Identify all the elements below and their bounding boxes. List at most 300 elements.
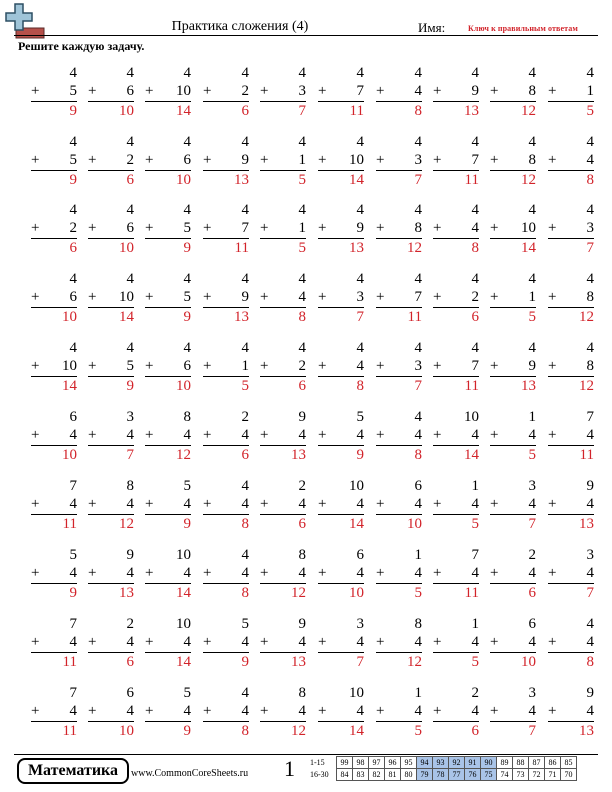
problem-37 — [376, 270, 422, 326]
answer: 8 — [414, 447, 422, 463]
addend-top: 1 — [471, 478, 479, 494]
problem-95 — [260, 684, 306, 740]
addend-bottom: 4 — [528, 496, 536, 512]
score-cell: 86 — [545, 757, 561, 769]
answer: 11 — [62, 654, 77, 670]
problem-29 — [490, 201, 536, 257]
plus-sign: + — [145, 220, 154, 236]
score-cell: 88 — [513, 757, 529, 769]
plus-sign: + — [548, 358, 557, 374]
addend-bottom: 4 — [69, 565, 77, 581]
addend-top: 4 — [586, 202, 594, 218]
answer: 7 — [528, 723, 536, 739]
plus-sign: + — [318, 496, 327, 512]
addend-bottom: 4 — [356, 703, 364, 719]
addend-top: 4 — [298, 202, 306, 218]
addend-bottom: 4 — [356, 427, 364, 443]
problem-49 — [490, 339, 536, 395]
plus-sign: + — [548, 83, 557, 99]
addend-bottom: 4 — [356, 358, 364, 374]
addend-top: 4 — [69, 340, 77, 356]
plus-sign: + — [31, 496, 40, 512]
addend-top: 10 — [176, 547, 191, 563]
addend-top: 4 — [241, 685, 249, 701]
problem-20 — [548, 133, 594, 189]
problem-22 — [88, 201, 134, 257]
answer: 8 — [471, 240, 479, 256]
addend-top: 4 — [586, 65, 594, 81]
addend-bottom: 1 — [586, 83, 594, 99]
score-cell: 87 — [529, 757, 545, 769]
problem-6 — [318, 64, 364, 120]
addend-bottom: 4 — [528, 703, 536, 719]
addend-bottom: 4 — [586, 496, 594, 512]
addend-bottom: 4 — [126, 427, 134, 443]
answer: 12 — [579, 309, 594, 325]
addend-top: 3 — [528, 685, 536, 701]
header-divider — [14, 35, 598, 36]
problem-94 — [203, 684, 249, 740]
addend-top: 4 — [126, 134, 134, 150]
addend-bottom: 10 — [119, 289, 134, 305]
answer: 14 — [176, 585, 191, 601]
answer: 10 — [119, 240, 134, 256]
addend-bottom: 4 — [298, 634, 306, 650]
addend-top: 5 — [241, 616, 249, 632]
problem-70 — [548, 477, 594, 533]
answer: 6 — [471, 309, 479, 325]
plus-sign: + — [88, 496, 97, 512]
score-cell: 92 — [449, 757, 465, 769]
answer: 13 — [291, 447, 306, 463]
addend-top: 8 — [298, 685, 306, 701]
answer: 9 — [126, 378, 134, 394]
plus-sign: + — [31, 358, 40, 374]
plus-sign: + — [145, 634, 154, 650]
plus-sign: + — [376, 289, 385, 305]
plus-sign: + — [318, 565, 327, 581]
addend-top: 7 — [69, 685, 77, 701]
problem-25 — [260, 201, 306, 257]
plus-sign: + — [490, 83, 499, 99]
addend-bottom: 4 — [241, 496, 249, 512]
website-link[interactable]: www.CommonCoreSheets.ru — [131, 768, 249, 779]
addend-top: 2 — [126, 616, 134, 632]
addend-top: 4 — [528, 271, 536, 287]
answer: 7 — [528, 516, 536, 532]
answer: 6 — [298, 516, 306, 532]
addend-top: 4 — [126, 65, 134, 81]
answer: 8 — [241, 585, 249, 601]
answer: 12 — [291, 585, 306, 601]
addend-top: 8 — [183, 409, 191, 425]
problem-67 — [376, 477, 422, 533]
score-cell: 75 — [481, 769, 497, 781]
addend-bottom: 4 — [356, 565, 364, 581]
score-cell: 98 — [353, 757, 369, 769]
answer: 10 — [349, 585, 364, 601]
addend-top: 4 — [69, 65, 77, 81]
addend-top: 4 — [414, 340, 422, 356]
addend-top: 3 — [126, 409, 134, 425]
addend-top: 4 — [414, 134, 422, 150]
addend-top: 6 — [414, 478, 422, 494]
addend-bottom: 4 — [241, 427, 249, 443]
addend-bottom: 5 — [183, 289, 191, 305]
plus-sign: + — [376, 358, 385, 374]
addend-top: 4 — [241, 478, 249, 494]
score-row-label: 16-30 — [310, 769, 329, 779]
answer: 9 — [183, 309, 191, 325]
addend-bottom: 4 — [586, 565, 594, 581]
addend-top: 4 — [69, 134, 77, 150]
problem-5 — [260, 64, 306, 120]
plus-sign: + — [203, 634, 212, 650]
problem-15 — [260, 133, 306, 189]
score-cell: 80 — [401, 769, 417, 781]
addend-top: 4 — [241, 134, 249, 150]
problem-33 — [145, 270, 191, 326]
answer: 11 — [62, 516, 77, 532]
plus-sign: + — [318, 703, 327, 719]
addend-top: 4 — [241, 65, 249, 81]
answer: 13 — [291, 654, 306, 670]
plus-sign: + — [260, 703, 269, 719]
plus-sign: + — [88, 220, 97, 236]
plus-sign: + — [203, 565, 212, 581]
problem-98 — [433, 684, 479, 740]
addend-top: 4 — [298, 134, 306, 150]
addend-top: 9 — [586, 478, 594, 494]
problem-16 — [318, 133, 364, 189]
plus-sign: + — [433, 289, 442, 305]
plus-sign: + — [145, 83, 154, 99]
answer: 14 — [349, 172, 364, 188]
addend-bottom: 4 — [528, 634, 536, 650]
problem-40 — [548, 270, 594, 326]
plus-sign: + — [490, 703, 499, 719]
answer: 13 — [234, 309, 249, 325]
plus-sign: + — [203, 83, 212, 99]
addend-bottom: 8 — [528, 152, 536, 168]
addend-top: 4 — [471, 134, 479, 150]
addend-top: 4 — [241, 340, 249, 356]
problem-1 — [31, 64, 77, 120]
addend-top: 4 — [528, 65, 536, 81]
addend-bottom: 8 — [528, 83, 536, 99]
addend-top: 9 — [586, 685, 594, 701]
addend-top: 3 — [528, 478, 536, 494]
addend-top: 2 — [298, 478, 306, 494]
problem-74 — [203, 546, 249, 602]
answer: 7 — [586, 240, 594, 256]
problem-62 — [88, 477, 134, 533]
addend-top: 7 — [586, 409, 594, 425]
addend-bottom: 7 — [414, 289, 422, 305]
problem-61 — [31, 477, 77, 533]
score-cell: 71 — [545, 769, 561, 781]
addend-bottom: 6 — [126, 83, 134, 99]
addend-top: 9 — [298, 409, 306, 425]
problem-51 — [31, 408, 77, 464]
problem-41 — [31, 339, 77, 395]
addend-top: 9 — [298, 616, 306, 632]
answer: 10 — [176, 172, 191, 188]
addend-top: 8 — [126, 478, 134, 494]
plus-sign: + — [260, 152, 269, 168]
score-cell: 93 — [433, 757, 449, 769]
answer: 9 — [183, 723, 191, 739]
addend-top: 4 — [183, 134, 191, 150]
problem-23 — [145, 201, 191, 257]
addend-top: 1 — [471, 616, 479, 632]
addend-bottom: 8 — [586, 358, 594, 374]
addend-top: 4 — [356, 202, 364, 218]
plus-sign: + — [31, 152, 40, 168]
plus-sign: + — [548, 565, 557, 581]
answer: 7 — [356, 654, 364, 670]
problem-97 — [376, 684, 422, 740]
answer: 11 — [234, 240, 249, 256]
problem-48 — [433, 339, 479, 395]
addend-bottom: 4 — [69, 634, 77, 650]
score-cell: 77 — [449, 769, 465, 781]
answer: 11 — [349, 103, 364, 119]
problem-3 — [145, 64, 191, 120]
plus-sign: + — [145, 289, 154, 305]
plus-sign: + — [88, 358, 97, 374]
answer: 11 — [464, 585, 479, 601]
answer: 6 — [528, 585, 536, 601]
answer: 14 — [119, 309, 134, 325]
addend-bottom: 9 — [241, 152, 249, 168]
addend-top: 1 — [414, 547, 422, 563]
plus-sign: + — [490, 358, 499, 374]
answer: 12 — [521, 103, 536, 119]
addend-bottom: 3 — [586, 220, 594, 236]
plus-sign: + — [318, 358, 327, 374]
problem-63 — [145, 477, 191, 533]
plus-sign: + — [318, 427, 327, 443]
plus-sign: + — [548, 634, 557, 650]
addend-top: 4 — [183, 65, 191, 81]
addend-top: 10 — [176, 616, 191, 632]
addend-bottom: 3 — [298, 83, 306, 99]
addend-bottom: 4 — [414, 634, 422, 650]
problem-10 — [548, 64, 594, 120]
problem-24 — [203, 201, 249, 257]
problem-44 — [203, 339, 249, 395]
plus-sign: + — [433, 358, 442, 374]
plus-sign: + — [433, 634, 442, 650]
problem-73 — [145, 546, 191, 602]
problem-65 — [260, 477, 306, 533]
problem-66 — [318, 477, 364, 533]
addend-bottom: 4 — [126, 634, 134, 650]
problem-96 — [318, 684, 364, 740]
score-cell: 78 — [433, 769, 449, 781]
addend-top: 4 — [471, 271, 479, 287]
answer: 11 — [407, 309, 422, 325]
addend-bottom: 6 — [183, 358, 191, 374]
addend-bottom: 2 — [241, 83, 249, 99]
score-cell: 91 — [465, 757, 481, 769]
answer: 6 — [471, 723, 479, 739]
plus-sign: + — [203, 496, 212, 512]
addend-bottom: 1 — [528, 289, 536, 305]
answer: 7 — [414, 172, 422, 188]
plus-sign: + — [260, 289, 269, 305]
plus-sign: + — [145, 427, 154, 443]
answer: 12 — [119, 516, 134, 532]
addend-bottom: 3 — [414, 358, 422, 374]
plus-sign: + — [88, 703, 97, 719]
addend-bottom: 4 — [471, 427, 479, 443]
problem-43 — [145, 339, 191, 395]
problem-32 — [88, 270, 134, 326]
problem-78 — [433, 546, 479, 602]
footer-divider — [14, 754, 598, 755]
problem-35 — [260, 270, 306, 326]
answer: 14 — [349, 516, 364, 532]
addend-bottom: 5 — [69, 152, 77, 168]
addend-top: 4 — [69, 271, 77, 287]
addend-bottom: 9 — [528, 358, 536, 374]
score-cell: 73 — [513, 769, 529, 781]
answer: 11 — [464, 378, 479, 394]
plus-sign: + — [318, 634, 327, 650]
answer: 9 — [183, 516, 191, 532]
plus-sign: + — [376, 634, 385, 650]
score-cell: 95 — [401, 757, 417, 769]
answer: 12 — [176, 447, 191, 463]
answer: 10 — [119, 103, 134, 119]
addend-top: 4 — [528, 202, 536, 218]
addend-top: 4 — [586, 271, 594, 287]
answer: 5 — [414, 723, 422, 739]
addend-top: 4 — [241, 271, 249, 287]
score-cell: 70 — [561, 769, 577, 781]
answer: 14 — [349, 723, 364, 739]
problem-31 — [31, 270, 77, 326]
plus-sign: + — [88, 634, 97, 650]
plus-sign: + — [548, 496, 557, 512]
answer: 10 — [521, 654, 536, 670]
plus-sign: + — [433, 565, 442, 581]
answer: 9 — [69, 103, 77, 119]
answer: 9 — [183, 240, 191, 256]
plus-sign: + — [31, 289, 40, 305]
addend-bottom: 8 — [414, 220, 422, 236]
plus-sign: + — [433, 703, 442, 719]
addend-bottom: 10 — [349, 152, 364, 168]
addend-top: 2 — [528, 547, 536, 563]
addend-top: 4 — [356, 65, 364, 81]
addend-bottom: 7 — [471, 152, 479, 168]
problem-99 — [490, 684, 536, 740]
problem-4 — [203, 64, 249, 120]
addend-top: 1 — [414, 685, 422, 701]
answer-key-label: Ключ к правильным ответам — [468, 24, 578, 33]
addend-bottom: 3 — [414, 152, 422, 168]
addend-bottom: 4 — [471, 703, 479, 719]
addend-bottom: 4 — [126, 496, 134, 512]
problem-75 — [260, 546, 306, 602]
problem-92 — [88, 684, 134, 740]
addend-bottom: 4 — [356, 496, 364, 512]
problem-79 — [490, 546, 536, 602]
addend-top: 4 — [528, 340, 536, 356]
plus-sign: + — [31, 565, 40, 581]
answer: 7 — [586, 585, 594, 601]
problem-58 — [433, 408, 479, 464]
addend-top: 7 — [471, 547, 479, 563]
problem-86 — [318, 615, 364, 671]
plus-sign: + — [376, 220, 385, 236]
addend-bottom: 4 — [414, 496, 422, 512]
addend-bottom: 9 — [471, 83, 479, 99]
addend-bottom: 4 — [586, 634, 594, 650]
answer: 9 — [69, 172, 77, 188]
addend-top: 4 — [356, 134, 364, 150]
answer: 7 — [414, 378, 422, 394]
plus-sign: + — [31, 83, 40, 99]
answer: 7 — [356, 309, 364, 325]
addend-top: 1 — [528, 409, 536, 425]
problem-57 — [376, 408, 422, 464]
problem-2 — [88, 64, 134, 120]
addend-top: 6 — [356, 547, 364, 563]
addend-bottom: 4 — [183, 634, 191, 650]
score-cell: 89 — [497, 757, 513, 769]
plus-sign: + — [376, 83, 385, 99]
problem-47 — [376, 339, 422, 395]
plus-sign: + — [145, 565, 154, 581]
addend-bottom: 4 — [241, 634, 249, 650]
answer: 5 — [298, 172, 306, 188]
addend-bottom: 4 — [69, 703, 77, 719]
problem-77 — [376, 546, 422, 602]
answer: 14 — [176, 654, 191, 670]
answer: 10 — [62, 447, 77, 463]
addend-top: 4 — [471, 65, 479, 81]
addend-top: 4 — [414, 65, 422, 81]
plus-sign: + — [548, 289, 557, 305]
score-cell: 84 — [337, 769, 353, 781]
problem-26 — [318, 201, 364, 257]
addend-bottom: 4 — [528, 565, 536, 581]
plus-sign: + — [376, 427, 385, 443]
addend-bottom: 4 — [298, 565, 306, 581]
problem-80 — [548, 546, 594, 602]
plus-sign: + — [260, 358, 269, 374]
answer: 5 — [471, 516, 479, 532]
answer: 6 — [69, 240, 77, 256]
answer: 12 — [579, 378, 594, 394]
score-cell: 72 — [529, 769, 545, 781]
addend-top: 7 — [69, 478, 77, 494]
problem-59 — [490, 408, 536, 464]
addend-bottom: 4 — [414, 83, 422, 99]
addend-top: 4 — [183, 202, 191, 218]
answer: 5 — [528, 309, 536, 325]
problem-53 — [145, 408, 191, 464]
answer: 12 — [291, 723, 306, 739]
answer: 13 — [234, 172, 249, 188]
addend-bottom: 5 — [69, 83, 77, 99]
problem-12 — [88, 133, 134, 189]
addend-bottom: 4 — [241, 565, 249, 581]
